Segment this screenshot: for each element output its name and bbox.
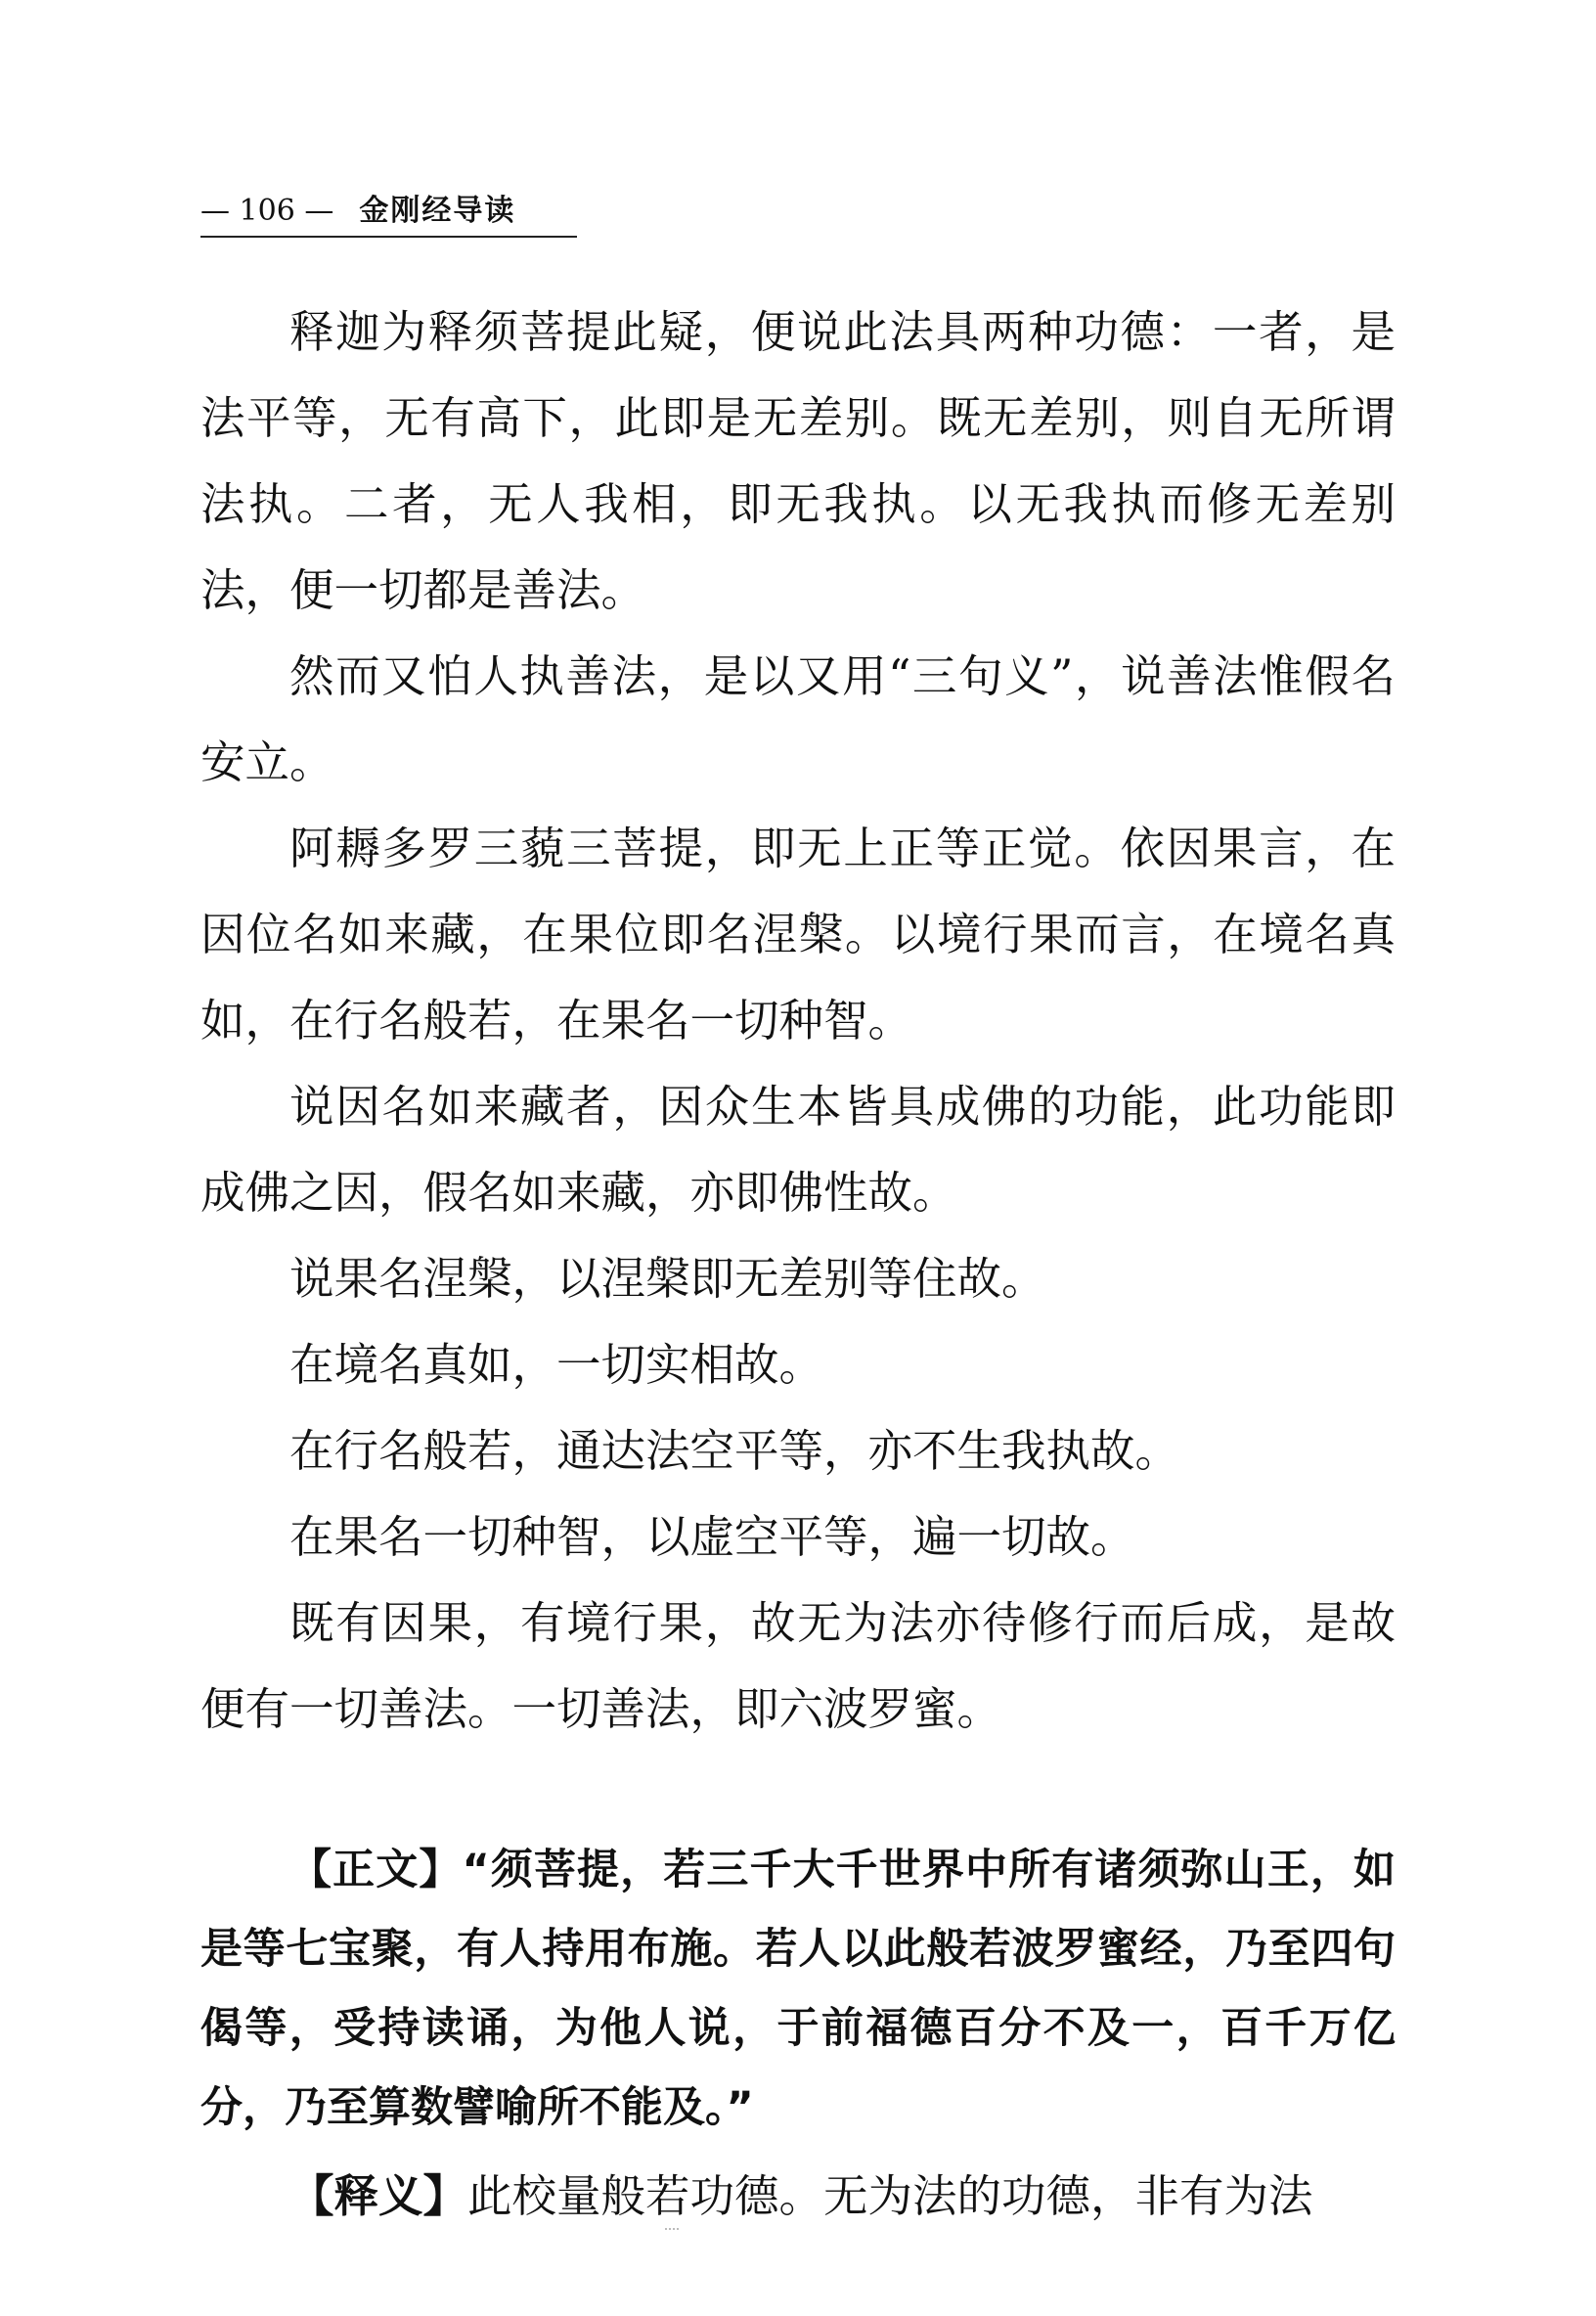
book-title: 金刚经导读	[359, 194, 516, 228]
paragraph-7: 在行名般若，通达法空平等，亦不生我执故。	[289, 1425, 1180, 1477]
body-text	[200, 290, 1396, 2240]
paragraph-2: 然而又怕人执善法，是以又用“三句义”，说善法惟假名安立。	[200, 650, 1396, 788]
commentary-text: 此校量般若功德。无为法的功德，非有为法	[467, 2170, 1313, 2222]
scripture-paragraph	[200, 1831, 1396, 2148]
scripture-text: “须菩提，若三千大千世界中所有诸须弥山王，如是等七宝聚，有人持用布施。若人以此般若波罗蜜经，乃至四句偈等，受持读诵，为他人说，于前福德百分不及一，百千万亿分，乃至算数譬喻所不能及。”	[200, 1846, 1396, 2132]
paragraph-6: 在境名真如，一切实相故。	[289, 1339, 824, 1391]
page-number: — 106 —	[200, 194, 334, 228]
scripture-label: 【正文】	[289, 1846, 463, 1894]
header-rule	[200, 236, 577, 238]
paragraph-5: 说果名涅槃，以涅槃即无差别等住故。	[289, 1253, 1046, 1305]
running-header	[200, 186, 582, 237]
paragraph-4: 说因名如来藏者，因众生本皆具成佛的功能，此功能即成佛之因，假名如来藏，亦即佛性故。	[200, 1081, 1396, 1219]
paragraph-3: 阿耨多罗三藐三菩提，即无上正等正觉。依因果言，在因位名如来藏，在果位即名涅槃。以境行果而言，在境名真如，在行名般若，在果名一切种智。	[200, 823, 1396, 1047]
paragraph-1: 释迦为释须菩提此疑，便说此法具两种功德：一者，是法平等，无有高下，此即是无差别。既无差别，则自无所谓法执。二者，无人我相，即无我执。以无我执而修无差别法，便一切都是善法。	[200, 306, 1396, 616]
commentary-paragraph	[200, 2154, 1396, 2240]
commentary-label: 【释义】	[289, 2170, 468, 2222]
paragraph-8: 在果名一切种智，以虚空平等，遍一切故。	[289, 1511, 1135, 1563]
paragraph-9: 既有因果，有境行果，故无为法亦待修行而后成，是故便有一切善法。一切善法，即六波罗蜜。	[200, 1597, 1396, 1735]
scan-speck	[665, 2228, 679, 2232]
